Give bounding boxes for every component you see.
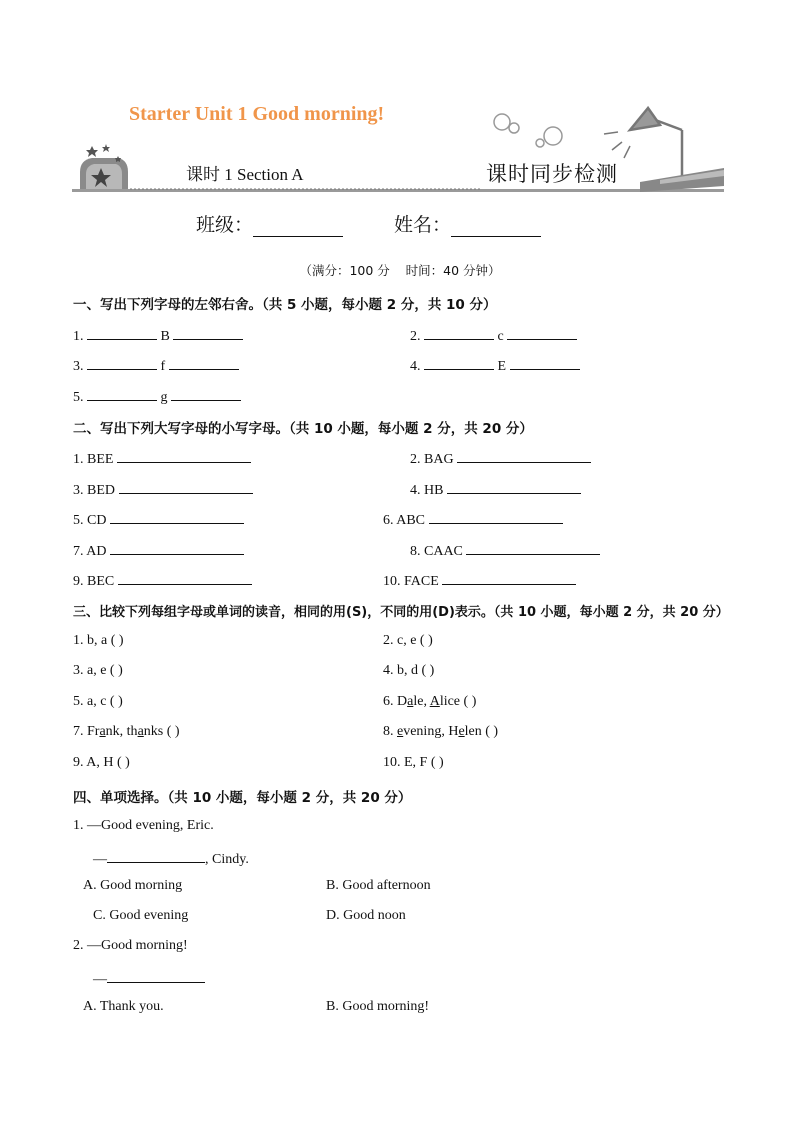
s2-item-3	[73, 479, 253, 499]
answer-blank[interactable]	[173, 325, 243, 340]
s3-item-10: 10. E, F ( )	[383, 755, 444, 770]
item-text: 4. HB	[410, 483, 444, 498]
answer-blank[interactable]	[447, 479, 581, 494]
s2-item-8	[410, 540, 600, 560]
answer-blank[interactable]	[171, 386, 241, 401]
q1-option-b[interactable]: B. Good afternoon	[326, 878, 431, 893]
q2-option-a[interactable]: A. Thank you.	[83, 999, 164, 1014]
answer-blank[interactable]	[87, 355, 157, 370]
answer-blank[interactable]	[424, 325, 494, 340]
item-text: 3. BED	[73, 483, 115, 498]
answer-blank[interactable]	[118, 570, 252, 585]
s2-item-1	[73, 448, 251, 468]
q1-prompt: 1. —Good evening, Eric.	[73, 818, 214, 833]
word-part: le,	[413, 694, 430, 709]
s1-item-1	[73, 325, 243, 345]
bubbles-icon	[494, 114, 562, 147]
word-part: nk, th	[105, 724, 138, 739]
item-text: 6. ABC	[383, 513, 426, 528]
s2-item-6	[383, 509, 563, 529]
s3-item-9: 9. A, H ( )	[73, 755, 130, 770]
answer-blank[interactable]	[442, 570, 576, 585]
item-number: 2.	[410, 329, 421, 344]
item-number: 3.	[73, 359, 84, 374]
item-letter: E	[497, 359, 507, 374]
s2-item-10	[383, 570, 576, 590]
answer-blank[interactable]	[457, 448, 591, 463]
s3-item-8	[383, 724, 498, 740]
brand-label: 课时同步检测	[486, 162, 618, 186]
item-number: 4.	[410, 359, 421, 374]
class-field	[196, 210, 343, 237]
answer-blank[interactable]	[429, 509, 563, 524]
item-text: 1. BEE	[73, 452, 114, 467]
s3-item-1: 1. b, a ( )	[73, 633, 124, 648]
section-1-heading: 一、写出下列字母的左邻右舍。（共 5 小题，每小题 2 分，共 10 分）	[73, 297, 497, 313]
item-text: 9. BEC	[73, 574, 115, 589]
s3-item-6	[383, 694, 476, 710]
q1-option-a[interactable]: A. Good morning	[83, 878, 183, 893]
star-badge-icon	[80, 144, 128, 192]
item-number: 5.	[73, 390, 84, 405]
class-blank[interactable]	[253, 218, 343, 237]
item-number: 8.	[383, 724, 397, 739]
dash: —	[93, 972, 107, 987]
s1-item-3	[73, 355, 239, 375]
header-decoration	[0, 0, 800, 210]
underlined-letter: e	[458, 724, 465, 739]
q2-prompt: 2. —Good morning!	[73, 938, 188, 953]
q1-option-c[interactable]: C. Good evening	[93, 908, 189, 923]
item-text: 7. AD	[73, 544, 107, 559]
answer-blank[interactable]	[110, 509, 244, 524]
answer-blank[interactable]	[510, 355, 580, 370]
section-4-heading: 四、单项选择。（共 10 小题，每小题 2 分，共 20 分）	[73, 790, 412, 806]
item-number: 6.	[383, 694, 397, 709]
name-field	[394, 210, 541, 237]
item-letter: g	[160, 390, 168, 405]
q2-option-b[interactable]: B. Good morning!	[326, 999, 430, 1014]
item-text: 5. CD	[73, 513, 107, 528]
s1-item-5	[73, 386, 241, 406]
score-info: （满分：100 分 时间：40 分钟）	[299, 263, 501, 278]
answer-blank[interactable]	[110, 540, 244, 555]
name-label: 姓名：	[394, 214, 452, 236]
underlined-letter: A	[429, 694, 440, 709]
item-letter: B	[160, 329, 170, 344]
s2-item-4	[410, 479, 581, 499]
item-number: 1.	[73, 329, 84, 344]
item-letter: c	[497, 329, 504, 344]
word-part: lice	[439, 694, 461, 709]
answer-bracket[interactable]: ( )	[166, 724, 180, 739]
answer-blank[interactable]	[87, 386, 157, 401]
word-part: D	[397, 694, 408, 709]
section-2-heading: 二、写出下列大写字母的小写字母。（共 10 小题，每小题 2 分，共 20 分）	[73, 421, 533, 437]
s1-item-2	[410, 325, 577, 345]
s3-item-5: 5. a, c ( )	[73, 694, 123, 709]
underlined-letter: a	[407, 694, 414, 709]
s2-item-7	[73, 540, 244, 560]
q2-response	[93, 968, 205, 988]
item-text: 10. FACE	[383, 574, 439, 589]
response-tail: , Cindy.	[205, 852, 249, 867]
underlined-letter: a	[99, 724, 106, 739]
answer-blank[interactable]	[107, 968, 205, 983]
name-blank[interactable]	[451, 218, 541, 237]
s2-item-2	[410, 448, 591, 468]
item-text: 2. BAG	[410, 452, 454, 467]
answer-bracket[interactable]: ( )	[463, 694, 477, 709]
s3-item-2: 2. c, e ( )	[383, 633, 433, 648]
class-label: 班级：	[196, 214, 254, 236]
lesson-title: 课时 1 Section A	[186, 165, 304, 184]
answer-blank[interactable]	[119, 479, 253, 494]
s3-item-3: 3. a, e ( )	[73, 663, 123, 678]
section-3-heading: 三、比较下列每组字母或单词的读音，相同的用(S)，不同的用(D)表示。（共 10 小题，每小题 2 分，共 20 分）	[73, 605, 729, 620]
item-letter: f	[160, 359, 166, 374]
s2-item-9	[73, 570, 252, 590]
answer-blank[interactable]	[466, 540, 600, 555]
answer-blank[interactable]	[117, 448, 251, 463]
answer-blank[interactable]	[107, 848, 205, 863]
s2-item-5	[73, 509, 244, 529]
unit-title: Starter Unit 1 Good morning!	[129, 103, 385, 125]
s1-item-4	[410, 355, 580, 375]
answer-blank[interactable]	[507, 325, 577, 340]
s3-item-4: 4. b, d ( )	[383, 663, 435, 678]
s3-item-7	[73, 724, 180, 740]
answer-blank[interactable]	[87, 325, 157, 340]
underlined-letter: a	[137, 724, 144, 739]
word-part: nks	[143, 724, 164, 739]
item-text: 8. CAAC	[410, 544, 463, 559]
q1-response	[93, 848, 249, 868]
word-part: vening, H	[403, 724, 459, 739]
dash: —	[93, 852, 107, 867]
answer-blank[interactable]	[424, 355, 494, 370]
word-part: Fr	[87, 724, 100, 739]
underlined-letter: e	[397, 724, 404, 739]
answer-blank[interactable]	[169, 355, 239, 370]
item-number: 7.	[73, 724, 87, 739]
word-part: len	[464, 724, 482, 739]
answer-bracket[interactable]: ( )	[485, 724, 499, 739]
q1-option-d[interactable]: D. Good noon	[326, 908, 406, 923]
